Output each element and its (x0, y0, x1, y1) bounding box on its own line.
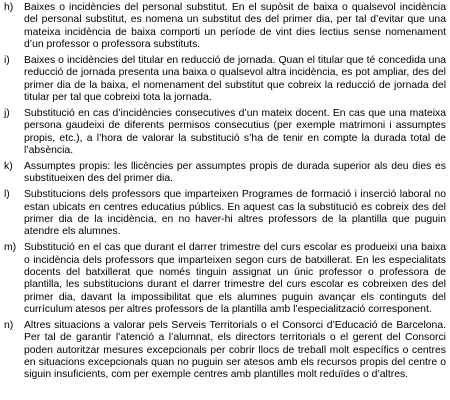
list-item-n (4, 320, 446, 381)
list-item-j (4, 108, 446, 157)
item-letter: n) (4, 319, 14, 331)
list-item-h (4, 2, 446, 51)
item-text: Substitució en el cas que durant el darrer trimestre del curs escolar es produeixi una baixa o incidència dels professors que imparteixen segon curs de batxillerat. En les especialitats docents del batxillerat que només tinguin assignat un únic professor o professora de plantilla, les substitucions durant el darrer trimestre del curs escolar es cobreixen des del primer dia, davant la impossibilitat que els alumnes puguin avançar els continguts del currículum atesos per altres professors de la plantilla amb l’especialització corresponent. (24, 242, 446, 315)
list-item-i (4, 55, 446, 104)
item-text: Assumptes propis: les llicències per assumptes propis de durada superior als deu dies es substitueixen des del primer dia. (24, 160, 446, 185)
item-letter: i) (4, 54, 10, 66)
item-text: Baixes o incidències del personal substitut. En el supòsit de baixa o qualsevol incidència del personal substitut, es nomena un substitut des del primer dia, per tal d’evitar que una mateixa incidència de baixa comporti un període de vint dies lectius sense nomenament d’un professor o professora substituts. (24, 2, 446, 50)
item-letter: m) (4, 242, 17, 254)
item-letter: h) (4, 2, 14, 13)
item-letter: l) (4, 189, 10, 201)
list-item-m (4, 242, 446, 316)
item-text: Baixes o incidències del titular en reducció de jornada. Quan el titular que té concedida una reducció de jornada presenta una baixa o qualsevol altra incidència, es pot ampliar, des del primer dia de la baixa, el nomenament del substitut que cobreix la reducció de jornada del titular per tal que cobreixi tota la jornada. (24, 54, 446, 103)
item-text: Substitucions dels professors que imparteixen Programes de formació i inserció laboral no estan ubicats en centres educatius públics. En aquest cas la substitució es cobreix des del primer dia de la incidència, en no haver-hi altres professors de la plantilla que puguin atendre els alumnes. (24, 189, 446, 238)
list-item-l (4, 189, 446, 238)
item-text: Substitució en cas d’incidències consecutives d’un mateix docent. En cas que una mateixa persona gaudeixi de diferents permisos consecutius (per exemple matrimoni i assumptes propis, etc.), a l’hora de valorar la substitució s’ha de tenir en compte la durada total de l’absència. (24, 107, 446, 156)
item-letter: j) (4, 107, 10, 119)
item-text: Altres situacions a valorar pels Serveis Territorials o el Consorci d’Educació de Barcelona. Per tal de garantir l’atenció a l’alumnat, els directors territorials o el gerent del Consorci poden autoritzar mesures excepcionals per cobrir llocs de treball molt específics o centres en situacions excepcionals quan no puguin ser atesos amb els recursos propis del centre o siguin insuficients, com per exemple centres amb plantilles molt reduïdes o d’altres. (24, 319, 446, 381)
list-item-k (4, 161, 446, 186)
item-letter: k) (4, 160, 13, 172)
